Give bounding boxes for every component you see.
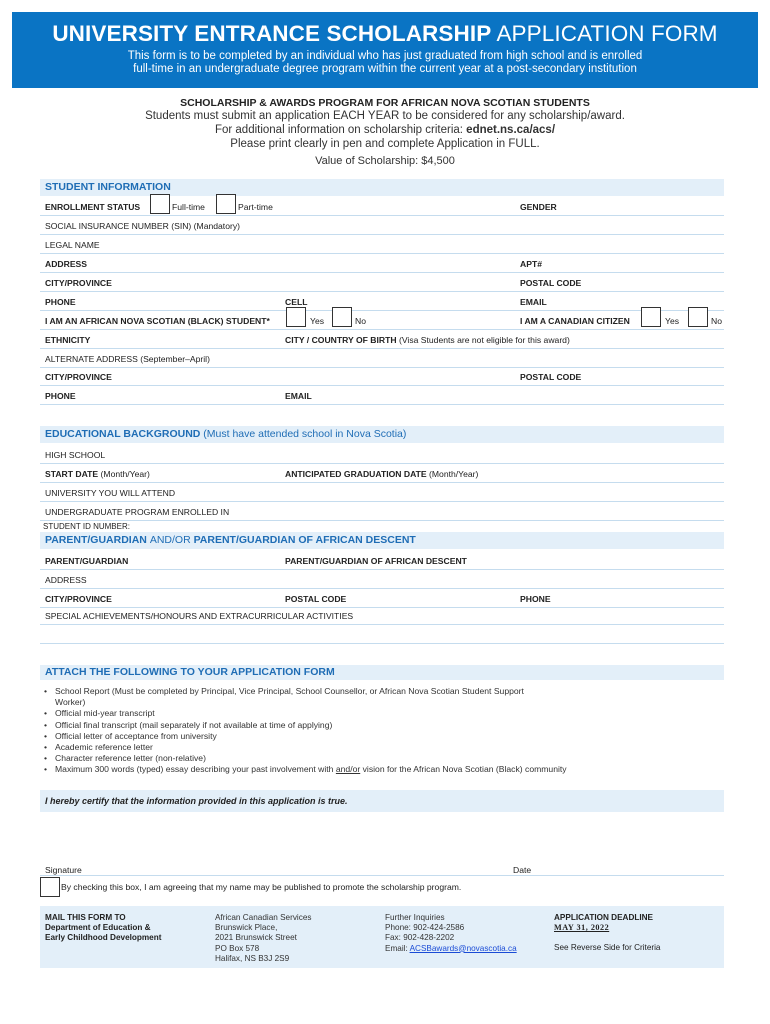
part-time-checkbox[interactable] xyxy=(216,194,236,214)
mailing-address: African Canadian Services Brunswick Place, 2021 Brunswick Street PO Box 578 Halifax, NS B3J 2S9 xyxy=(215,913,312,963)
row-parent-address[interactable]: ADDRESS xyxy=(40,570,724,589)
form-title: UNIVERSITY ENTRANCE SCHOLARSHIP APPLICATION FORM xyxy=(52,21,718,46)
signature-line[interactable]: Signature Date xyxy=(40,860,724,876)
attach-heading: ATTACH THE FOLLOWING TO YOUR APPLICATION FORM xyxy=(40,665,724,680)
row-city[interactable]: CITY/PROVINCE POSTAL CODE xyxy=(40,273,724,292)
row-achievements-line-2[interactable] xyxy=(40,625,724,644)
deadline-date: MAY 31, 2022 xyxy=(554,923,610,933)
further-inquiries: Further Inquiries Phone: 902-424-2586 Fax: 902-428-2202 Email: ACSBawards@novascotia.ca xyxy=(385,913,517,953)
attach-item: • Academic reference letter xyxy=(44,742,589,753)
intro-line-3: Please print clearly in pen and complete Application in FULL. xyxy=(230,138,540,150)
row-parent-city[interactable]: CITY/PROVINCE POSTAL CODE PHONE xyxy=(40,589,724,608)
attachment-list xyxy=(44,686,589,776)
education-heading: EDUCATIONAL BACKGROUND (Must have attended school in Nova Scotia) xyxy=(40,426,724,443)
citizen-yes-checkbox[interactable] xyxy=(641,307,661,327)
criteria-link[interactable]: ednet.ns.ca/acs/ xyxy=(466,124,556,136)
ans-yes-checkbox[interactable] xyxy=(286,307,306,327)
row-program[interactable]: UNDERGRADUATE PROGRAM ENROLLED IN xyxy=(40,502,724,521)
subtitle-line-1: This form is to be completed by an individual who has just graduated from high school and is enrolled xyxy=(127,50,643,62)
row-address[interactable]: ADDRESS APT# xyxy=(40,254,724,273)
row-alt-phone[interactable]: PHONE EMAIL xyxy=(40,386,724,405)
full-time-checkbox[interactable] xyxy=(150,194,170,214)
row-dates[interactable]: START DATE (Month/Year) ANTICIPATED GRADUATION DATE (Month/Year) xyxy=(40,464,724,483)
row-enrollment: ENROLLMENT STATUS Full-time Part-time GENDER xyxy=(40,197,724,216)
row-ethnicity[interactable]: ETHNICITY CITY / COUNTRY OF BIRTH (Visa Students are not eligible for this award) xyxy=(40,330,724,349)
row-university[interactable]: UNIVERSITY YOU WILL ATTEND xyxy=(40,483,724,502)
row-ans-citizen: I AM AN AFRICAN NOVA SCOTIAN (BLACK) STUDENT* Yes No I AM A CANADIAN CITIZEN Yes No xyxy=(40,311,724,330)
footer-contact xyxy=(40,906,724,968)
program-name: SCHOLARSHIP & AWARDS PROGRAM FOR AFRICAN NOVA SCOTIAN STUDENTS xyxy=(180,97,590,109)
ans-no-checkbox[interactable] xyxy=(332,307,352,327)
attach-item: • Maximum 300 words (typed) essay describing your past involvement with and/or vision for the African Nova Scotian (Black) community xyxy=(44,764,589,775)
attach-item: • Character reference letter (non-relative) xyxy=(44,753,589,764)
intro-line-1: Students must submit an application EACH YEAR to be considered for any scholarship/award. xyxy=(145,110,625,122)
row-legal-name[interactable]: LEGAL NAME xyxy=(40,235,724,254)
intro-line-2: For additional information on scholarship criteria: ednet.ns.ca/acs/ xyxy=(214,124,556,136)
attach-item: • School Report (Must be completed by Principal, Vice Principal, School Counsellor, or African Nova Scotian Student Support Worker) xyxy=(44,686,544,708)
student-info-heading: STUDENT INFORMATION xyxy=(40,179,724,196)
title-banner xyxy=(12,12,758,88)
row-student-id[interactable]: STUDENT ID NUMBER: xyxy=(43,522,130,531)
row-achievements[interactable]: SPECIAL ACHIEVEMENTS/HONOURS AND EXTRACURRICULAR ACTIVITIES xyxy=(40,606,724,625)
row-parent[interactable]: PARENT/GUARDIAN PARENT/GUARDIAN OF AFRICAN DESCENT xyxy=(40,551,724,570)
scholarship-value: Value of Scholarship: $4,500 xyxy=(315,155,455,167)
consent-text: By checking this box, I am agreeing that my name may be published to promote the scholarship program. xyxy=(61,882,462,892)
subtitle-line-2: full-time in an undergraduate degree program within the current year at a post-secondary institution xyxy=(133,63,637,75)
certification-statement: I hereby certify that the information provided in this application is true. xyxy=(40,790,724,812)
row-alt-city[interactable]: CITY/PROVINCE POSTAL CODE xyxy=(40,367,724,386)
attach-item: • Official letter of acceptance from university xyxy=(44,731,589,742)
parent-heading: PARENT/GUARDIAN AND/OR PARENT/GUARDIAN OF AFRICAN DESCENT xyxy=(40,532,724,549)
email-link[interactable]: ACSBawards@novascotia.ca xyxy=(409,943,517,953)
row-sin[interactable]: SOCIAL INSURANCE NUMBER (SIN) (Mandatory) xyxy=(40,216,724,235)
citizen-no-checkbox[interactable] xyxy=(688,307,708,327)
row-phone[interactable]: PHONE CELL EMAIL xyxy=(40,292,724,311)
mail-to: MAIL THIS FORM TO Department of Education & Early Childhood Development xyxy=(45,913,162,943)
deadline-block: APPLICATION DEADLINE MAY 31, 2022 See Reverse Side for Criteria xyxy=(554,913,661,953)
reverse-side-note: See Reverse Side for Criteria xyxy=(554,943,661,953)
row-alt-address[interactable]: ALTERNATE ADDRESS (September–April) xyxy=(40,349,724,368)
attach-item: • Official mid-year transcript xyxy=(44,708,589,719)
consent-checkbox[interactable] xyxy=(40,877,60,897)
attach-item: • Official final transcript (mail separately if not available at time of applying) xyxy=(44,720,589,731)
row-high-school[interactable]: HIGH SCHOOL xyxy=(40,445,724,464)
